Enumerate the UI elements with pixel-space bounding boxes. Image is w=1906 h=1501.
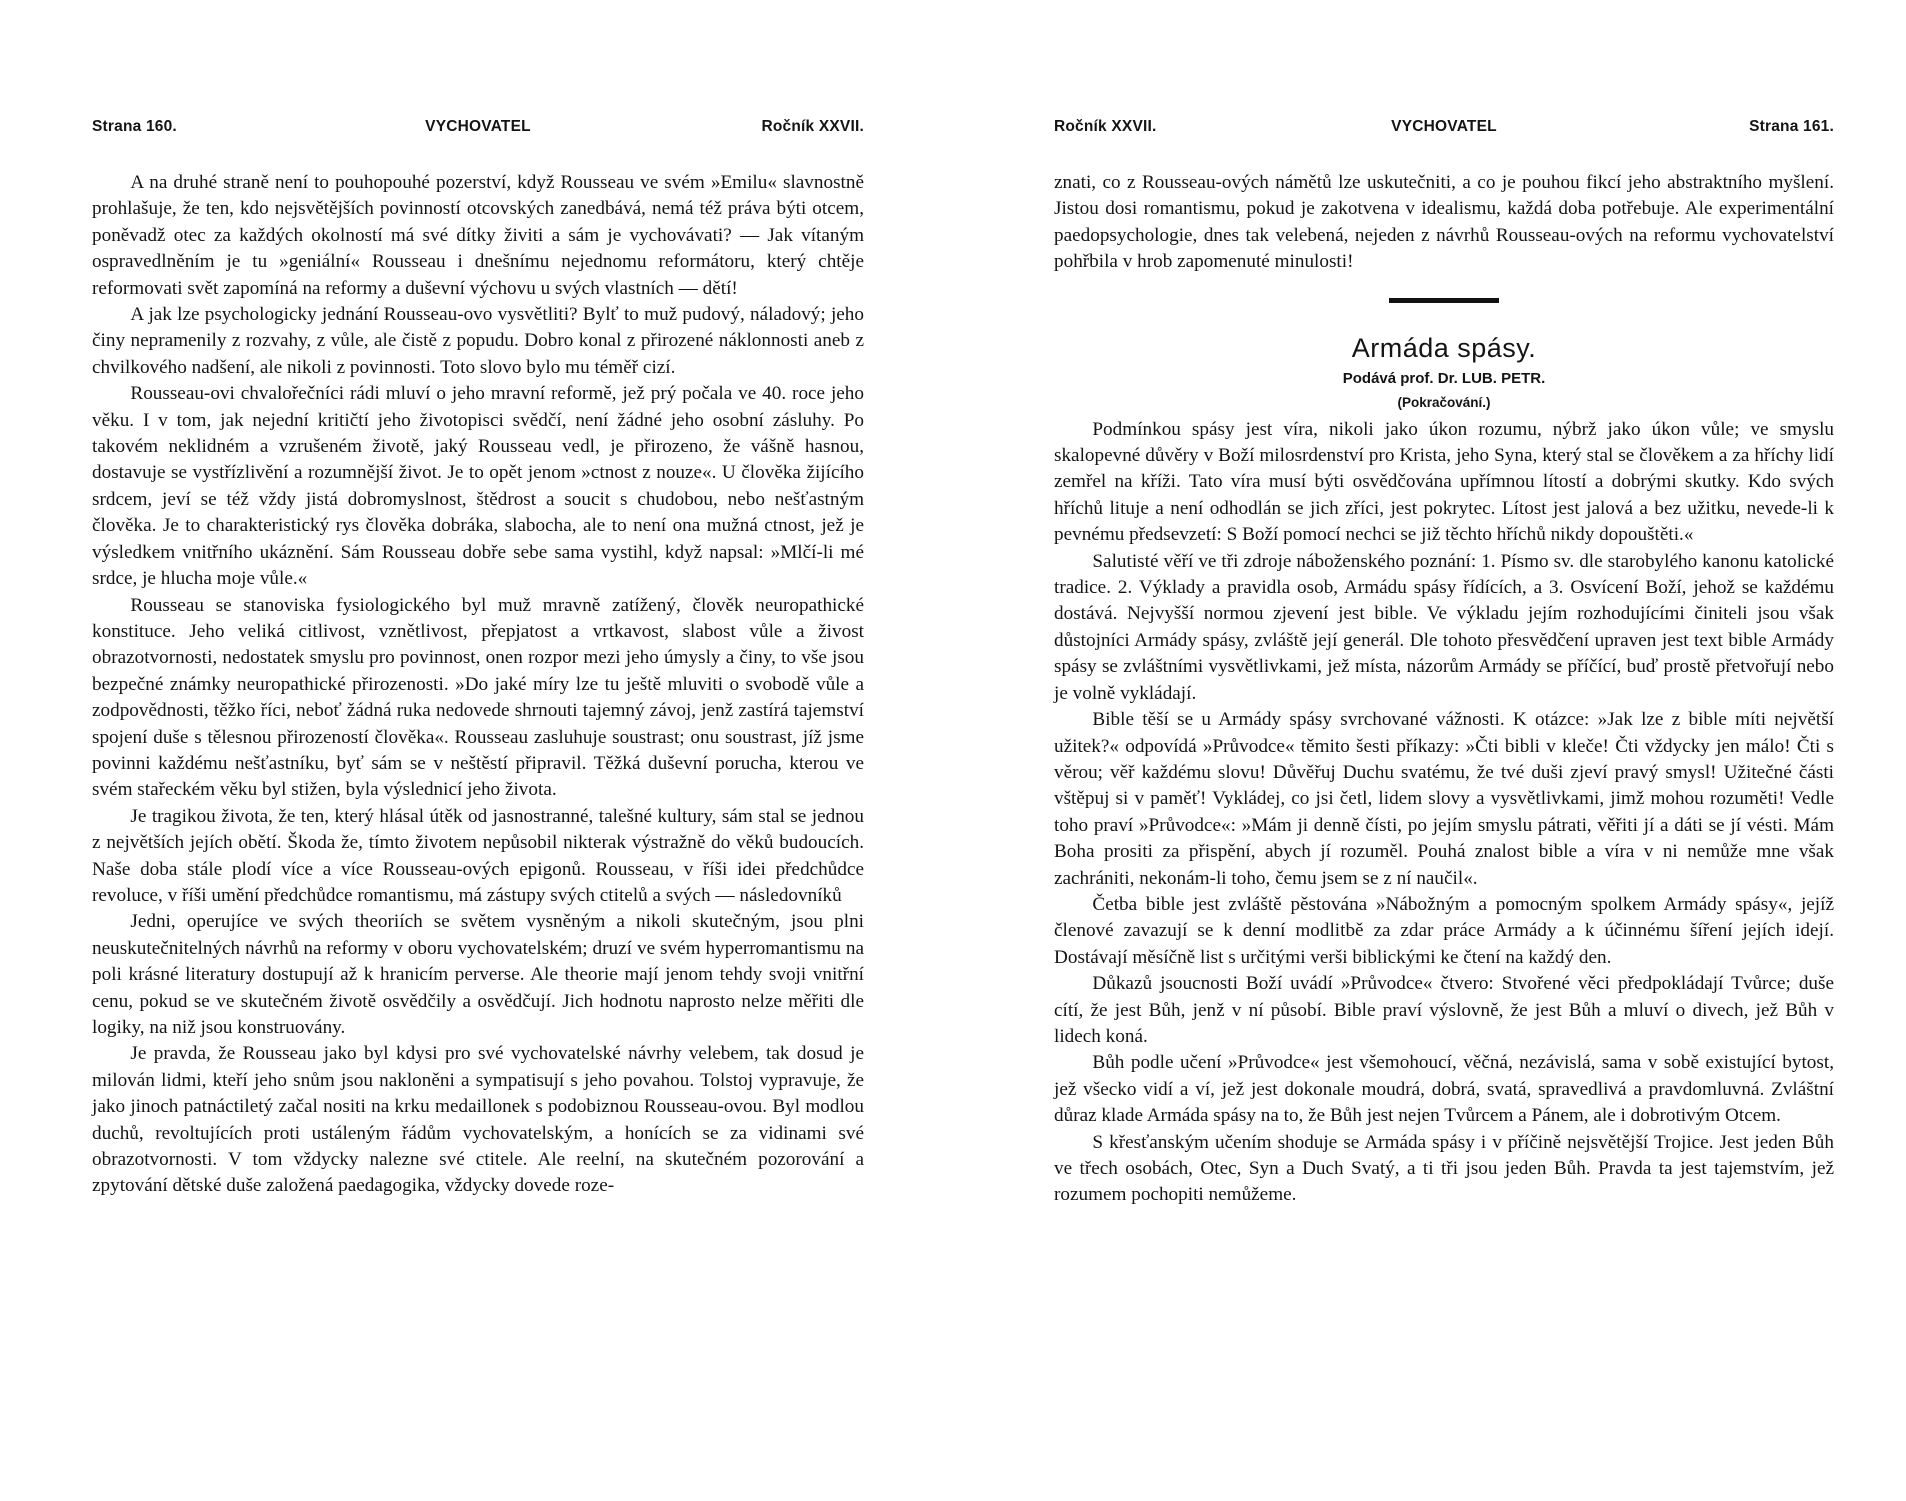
paragraph: A na druhé straně není to pouhopouhé pozerství, když Rousseau ve svém »Emilu« slavnostně prohlašuje, že ten, kdo nejsvětějších povinností otcovských zanedbává, nemá též práva býti otcem, poněvadž otec za každých okolností má své dítky živiti a sám je vychovávati? — Jak vítaným ospravedlněním je tu »geniální« Rousseau i dnešnímu nejednomu reformátoru, který chtěje reformovati svět zapomíná na reformy a duševní výchovu u svých vlastních — dětí! (92, 172, 864, 299)
paragraph: Bible těší se u Armády spásy svrchované vážnosti. K otázce: »Jak lze z bible míti největší užitek?« odpovídá »Průvodce« těmito šesti příkazy: »Čti bibli v kleče! Čti vždycky jen málo! Čti s věrou; věř každému slovu! Důvěřuj Duchu svatému, že tvé duši zjeví pravý smysl! Užitečné části vštěpuj si v paměť! Vykládej, co jsi četl, lidem slovy a vysvětlivkami, jimž mohou rozuměti! Vedle toho praví »Průvodce«: »Mám ji denně čísti, po jejím smyslu pátrati, věřiti jí a dáti se jí vésti. Mám Boha prositi za přispění, abych jí rozuměl. Pouhá znalost bible a víra v ni nemůže mne však zachrániti, nekonám-li toho, čemu jsem se z ní naučil«. (1054, 709, 1834, 889)
body-text (1054, 170, 1834, 1209)
volume-label: Ročník XXVII. (1054, 118, 1157, 135)
body-text (92, 170, 864, 1200)
volume-label: Ročník XXVII. (761, 118, 864, 135)
paragraph: Četba bible jest zvláště pěstována »Nábožným a pomocným spolkem Armády spásy«, jejíž členové zavazují se k denní modlitbě za zdar práce Armády a k účinnému šíření jejích idejí. Dostávají měsíčně list s určitými verši biblickými ke čtení na každý den. (1054, 893, 1834, 968)
article-title: Armáda spásy. (1351, 332, 1537, 363)
paragraph: Důkazů jsoucnosti Boží uvádí »Průvodce« čtvero: Stvořené věci předpokládají Tvůrce; duše cítí, že jest Bůh, jenž v ní působí. Bible praví výslovně, že jest Bůh a mluví o divech, jež Bůh v lidech koná. (1054, 973, 1834, 1047)
continuation-note: (Pokračování.) (1397, 394, 1491, 410)
article-byline: Podává prof. Dr. LUB. PETR. (1342, 369, 1546, 387)
paragraph: A jak lze psychologicky jednání Rousseau-ovo vysvětliti? Bylť to muž pudový, náladový; jeho činy nepramenily z rozvahy, z vůle, ale čistě z popudu. Dobro konal z přirozené náklonnosti aneb z chvilkového nadšení, ale nikoli z povinnosti. Toto slovo bylo mu téměř cizí. (92, 304, 864, 378)
left-page (92, 0, 864, 1501)
paragraph: Rousseau-ovi chvalořečníci rádi mluví o jeho mravní reformě, jež prý počala ve 40. roce jeho věku. I v tom, jak nejední kritičtí jeho životopisci svědčí, není žádné jeho osobní zásluhy. Po takovém neklidném a vzrušeném životě, jaký Rousseau vedl, je přirozeno, že vášně hasnou, dostavuje se vystřízlivění a rozumnější život. Je to opět jenom »ctnost z nouze«. U člověka žijícího srdcem, jeví se též vždy jistá dobromyslnost, štědrost a soucit s chudobou, nebo nešťastným člověka. Je to charakteristický rys člověka dobráka, slabocha, ale to není ona mužná ctnost, jež je výsledkem vnitřního ukáznění. Sám Rousseau dobře sebe sama vystihl, když napsal: »Mlčí-li mé srdce, je hlucha moje vůle.« (92, 383, 864, 590)
page-number: Strana 160. (92, 118, 177, 135)
paragraph: Je tragikou života, že ten, který hlásal útěk od jasnostranné, talešné kultury, sám stal se jednou z největších jejích obětí. Škoda že, tímto životem nepůsobil nikterak výstražně do věků budoucích. Naše doba stále plodí více a více Rousseau-ových epigonů. Rousseau, v říši idei předchůdce revoluce, v říši umění předchůdce romantismu, má zástupy svých ctitelů a svých — následovníků (92, 805, 864, 906)
journal-title: VYCHOVATEL (1391, 118, 1497, 135)
running-header (1054, 118, 1834, 140)
paragraph: Jedni, operujíce ve svých theoriích se světem vysněným a nikoli skutečným, jsou plni neuskutečnitelných návrhů na reformy v oboru vychovatelském; druzí ve svém hyperromantismu na poli krásné literatury dostupují až k hranicím perverse. Ale theorie mají jenom tehdy svoji vnitřní cenu, pokud se ve skutečném životě osvědčily a osvědčují. Jich hodnotu naprosto nelze měřiti dle logiky, na niž jsou konstruovány. (92, 911, 864, 1038)
page-number: Strana 161. (1749, 118, 1834, 135)
paragraph: Je pravda, že Rousseau jako byl kdysi pro své vychovatelské návrhy velebem, tak dosud je milován lidmi, kteří jeho snům jsou nakloněni a sympatisují s jeho povahou. Tolstoj vypravuje, že jako jinoch patnáctiletý začal nositi na krku medaillonek s podobiznou Rousseau-ovou. Byl modlou duchů, revoltujících proti ustáleným řádům vychovatelským, a honících se za vidinami své obrazotvornosti. V tom vždycky nalezne své ctitele. Ale reelní, na skutečném pozorování a zpytování dětské duše založená paedagogika, vždycky dovede roze- (92, 1043, 864, 1197)
running-header (92, 118, 864, 140)
paragraph: Salutisté věří ve tři zdroje náboženského poznání: 1. Písmo sv. dle starobylého kanonu katolické tradice. 2. Výklady a pravidla osob, Armádu spásy řídících, a 3. Osvícení Boží, jehož se každému dostává. Nejvyšší normou zjevení jest bible. Ve výkladu jejím rozhodujícími činiteli jsou však důstojníci Armády spásy, zvláště její generál. Dle tohoto přesvědčení upraven jest text bible Armády spásy se zvláštními vysvětlivkami, jež místa, názorům Armády se příčící, buď prostě přetvořují nebo je volně vykládají. (1054, 550, 1834, 704)
paragraph: Bůh podle učení »Průvodce« jest všemohoucí, věčná, nezávislá, sama v sobě existující bytost, jež všecko vidí a ví, jež jest dokonale moudrá, dobrá, svatá, spravedlivá a pravdomluvná. Zvláštní důraz klade Armáda spásy na to, že Bůh jest nejen Tvůrcem a Pánem, ale i dobrotivým Otcem. (1054, 1052, 1834, 1127)
paragraph: S křesťanským učením shoduje se Armáda spásy i v příčině nejsvětější Trojice. Jest jeden Bůh ve třech osobách, Otec, Syn a Duch Svatý, a ti tři jsou jeden Bůh. Pravda ta jest tajemstvím, jež rozumem pochopiti nemůžeme. (1054, 1131, 1834, 1206)
journal-title: VYCHOVATEL (425, 118, 531, 135)
right-page (1054, 0, 1834, 1501)
carryover-paragraph: znati, co z Rousseau-ových námětů lze uskutečniti, a co je pouhou fikcí jeho abstraktního myšlení. Jistou dosi romantismu, pokud je zakotvena v idealismu, každá doba potřebuje. Ale experimentální paedopsychologie, dnes tak velebená, nejeden z návrhů Rousseau-ových na reformu vychovatelství pohřbila v hrob zapomenuté minulosti! (1054, 172, 1834, 273)
paragraph: Podmínkou spásy jest víra, nikoli jako úkon rozumu, nýbrž jako úkon vůle; ve smyslu skalopevné důvěry v Boží milosrdenství pro Krista, jeho Syna, který stal se člověkem a za hříchy lidí zemřel na kříži. Tato víra musí býti osvědčována upřímnou lítostí a dobrými skutky. Kdo svých hříchů lituje a není odhodlán se jich zříci, jest pokrytec. Lítost jest jalová a bez užitku, nevede-li k pevnému předsevzetí: S Boží pomocí nechci se již těchto hříchů nikdy dopouštěti.« (1054, 418, 1834, 546)
paragraph: Rousseau se stanoviska fysiologického byl muž mravně zatížený, člověk neuropathické konstituce. Jeho veliká citlivost, vznětlivost, přepjatost a vrtkavost, slabost vůle a živost obrazotvornosti, nedostatek smyslu pro povinnost, onen rozpor mezi jeho úmysly a činy, to vše jsou bezpečné známky neuropathické přirozenosti. »Do jaké míry lze tu ještě mluviti o svobodě vůle a zodpovědnosti, těžko říci, neboť žádná ruka nedovede shrnouti tajemný závoj, jenž zastírá tajemství spojení duše s tělesnou přirozeností člověka«. Rousseau zasluhuje soustrast; onu soustrast, jíž jsme povinni každému nešťastníku, byť sám se v neštěstí připravil. Těžká duševní porucha, kterou ve svém stařeckém věku byl stižen, byla výslednicí jeho života. (92, 594, 864, 801)
section-divider (1389, 298, 1499, 303)
